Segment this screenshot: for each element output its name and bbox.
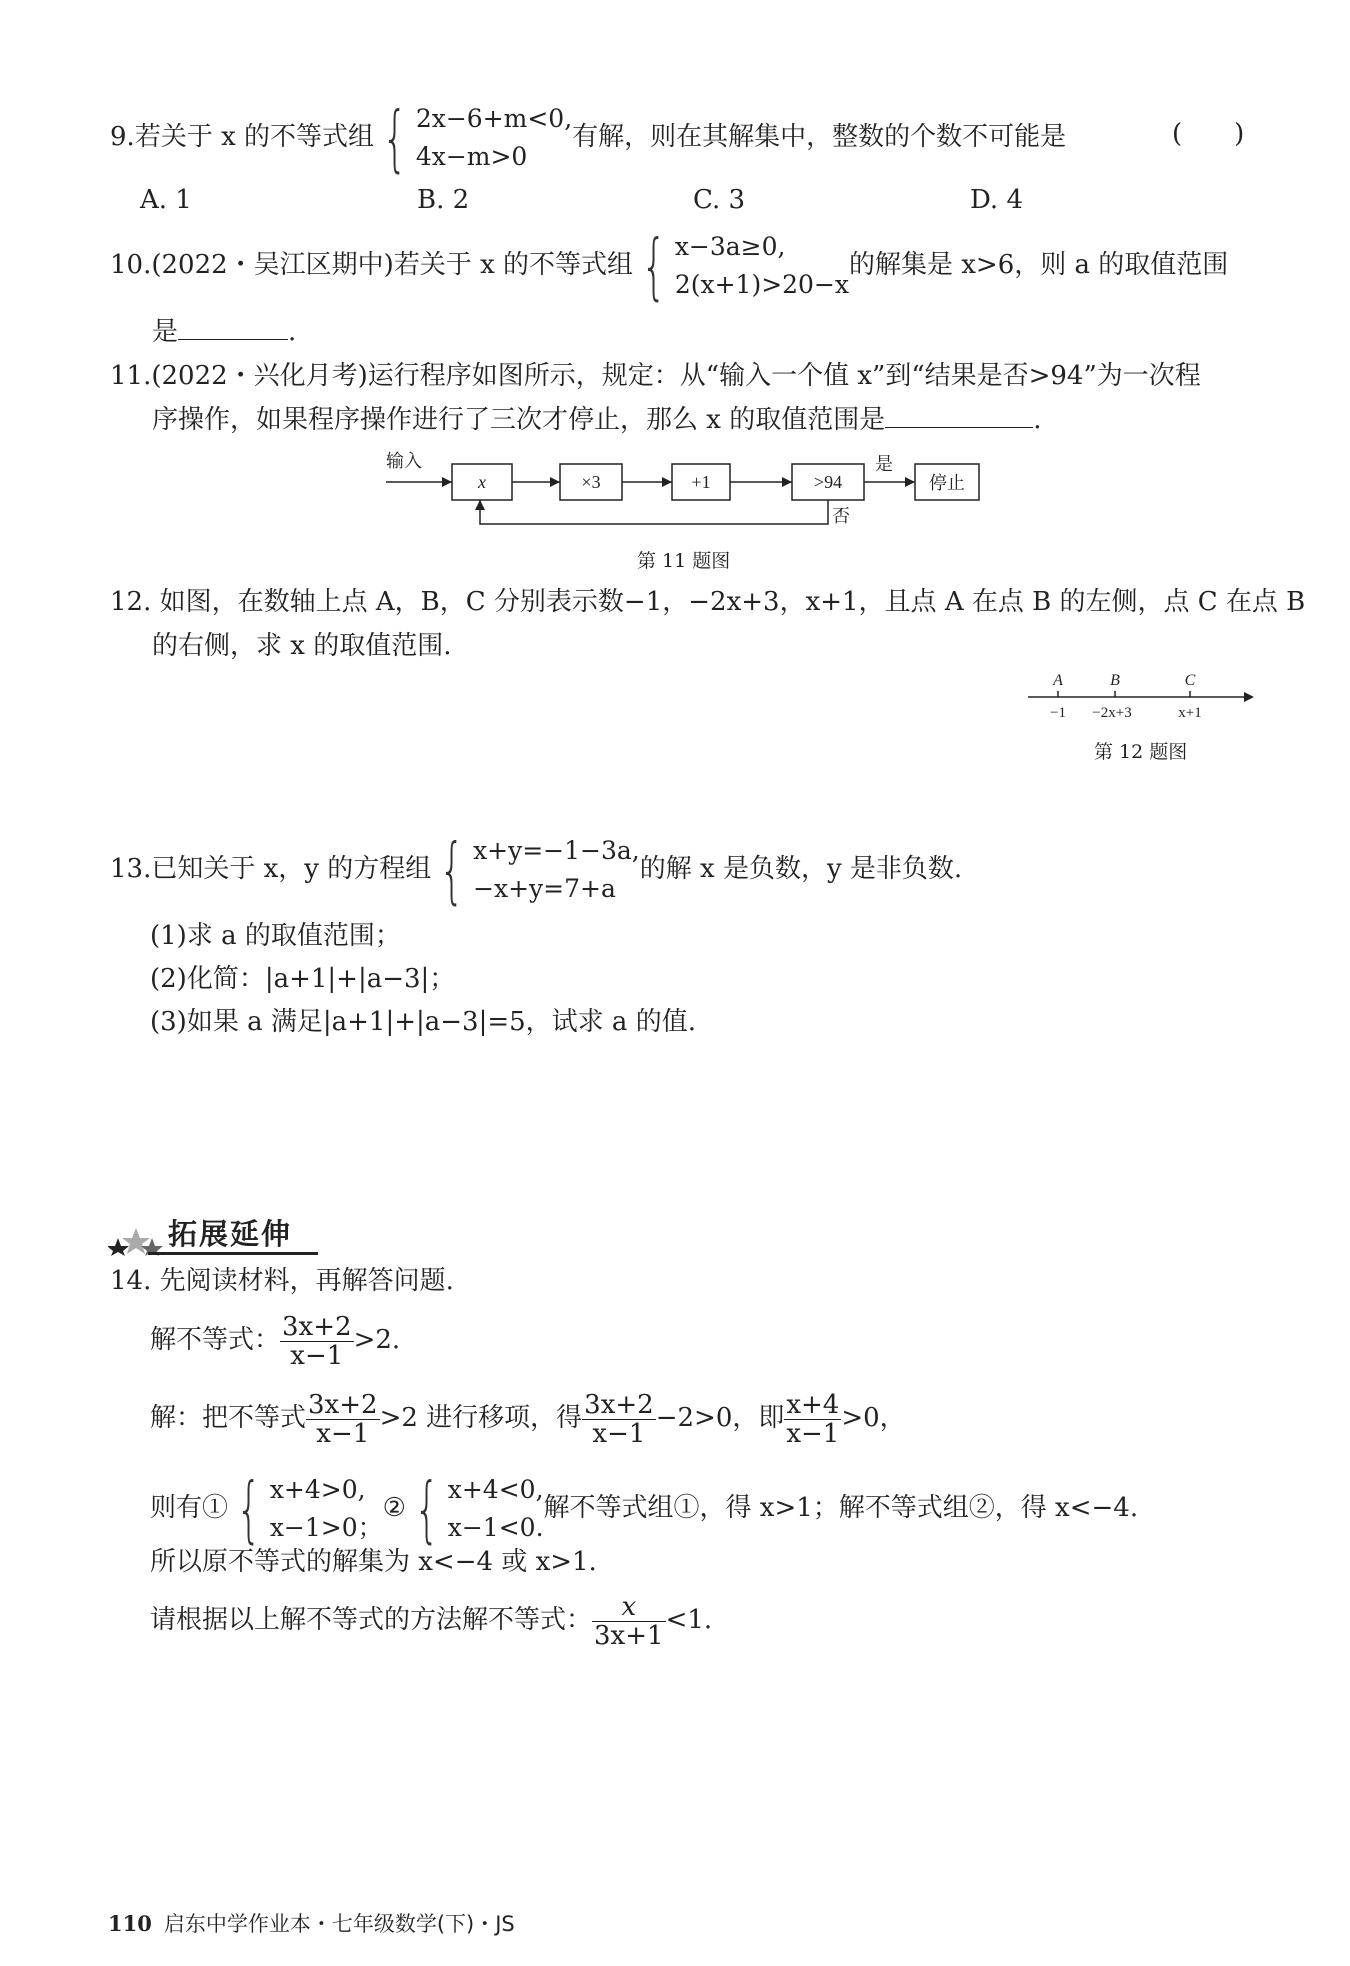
q11-line1: 11.(2022・兴化月考)运行程序如图所示，规定：从“输入一个值 x”到“结果是否>94”为一次程 <box>110 361 1201 391</box>
q14-line2 <box>150 1310 400 1370</box>
q14-l3-mid1: >2 进行移项，得 <box>379 1403 583 1433</box>
flow-loop-back <box>480 500 828 524</box>
q13-number: 13. <box>110 854 152 884</box>
q11-line2-text: 序操作，如果程序操作进行了三次才停止，那么 x 的取值范围是 <box>152 405 886 435</box>
flow-yes-label: 是 <box>875 454 893 474</box>
q10-answer-blank[interactable] <box>178 339 288 340</box>
q10-line <box>110 224 1229 308</box>
point-a-label: A <box>1053 672 1063 689</box>
point-a-value: −1 <box>1050 705 1066 721</box>
point-b-value: −2x+3 <box>1092 705 1132 721</box>
q13-part2: (2)化简：|a+1|+|a−3|； <box>150 964 456 994</box>
q14-sys2-row2: x−1<0. <box>447 1513 544 1542</box>
flow-no-label: 否 <box>832 506 850 526</box>
q14-l3-mid2: −2>0，即 <box>655 1403 785 1433</box>
q14-fraction-4 <box>784 1391 841 1448</box>
q10-stem-pre: (2022・吴江区期中)若关于 x 的不等式组 <box>151 250 634 280</box>
footer <box>108 1908 515 1938</box>
section-header <box>108 1212 313 1256</box>
q14-line4 <box>150 1467 1139 1551</box>
q10-line2-text: 是 <box>152 317 179 347</box>
q14-f2b-den: x−1 <box>592 1418 646 1449</box>
q14-sys2-row1: x+4<0, <box>447 1475 544 1504</box>
q11-flowchart <box>380 442 1000 542</box>
q13-sys-row1: x+y=−1−3a, <box>473 836 640 865</box>
q14-f1-num: 3x+2 <box>282 1311 352 1342</box>
q14-l6-post: <1. <box>665 1605 713 1635</box>
page-number: 110 <box>108 1911 152 1936</box>
q14-line1: 14. 先阅读材料，再解答问题. <box>110 1266 454 1296</box>
q14-l2-pre: 解不等式： <box>150 1325 281 1355</box>
q14-line5: 所以原不等式的解集为 x<−4 或 x>1. <box>150 1547 597 1577</box>
q9-paren: ( ) <box>1172 119 1245 149</box>
q14-f3-num: x <box>592 1593 666 1622</box>
q14-system-1: { x+4>0, x−1>0； <box>236 1467 383 1551</box>
q14-l6-pre: 请根据以上解不等式的方法解不等式： <box>150 1605 593 1635</box>
q14-f2a-num: 3x+2 <box>308 1389 378 1420</box>
q14-l3-post: >0， <box>841 1403 906 1433</box>
q12-number-line <box>1020 665 1260 735</box>
q14-l3-pre: 解：把不等式 <box>150 1403 307 1433</box>
point-c-value: x+1 <box>1178 705 1202 721</box>
q14-l4-post: 解不等式组①，得 x>1；解不等式组②，得 x<−4. <box>543 1493 1139 1523</box>
q14-line3 <box>150 1388 906 1448</box>
q9-stem-post: 有解，则在其解集中，整数的个数不可能是 <box>572 122 1067 152</box>
q13-part3: (3)如果 a 满足|a+1|+|a−3|=5，试求 a 的值. <box>150 1007 696 1037</box>
q10-sys-row1: x−3a≥0, <box>674 232 786 261</box>
q14-line6 <box>150 1590 712 1650</box>
q14-l4-pre: 则有① <box>150 1493 229 1523</box>
q9-sys-row1: 2x−6+m<0, <box>415 104 573 133</box>
flow-input-label: 输入 <box>386 451 422 471</box>
q14-sys1-row2: x−1>0； <box>269 1513 383 1542</box>
q13-sys-row2: −x+y=7+a <box>473 874 616 903</box>
q9-stem-pre: 若关于 x 的不等式组 <box>134 122 375 152</box>
section-underline <box>148 1252 318 1255</box>
q9-option-d: D. 4 <box>970 185 1023 215</box>
q13-part1: (1)求 a 的取值范围； <box>150 921 401 951</box>
book-title: 启东中学作业本・七年级数学(下)・JS <box>163 1912 515 1936</box>
q14-fraction-2 <box>306 1391 380 1448</box>
q14-f2b-num: 3x+2 <box>584 1389 654 1420</box>
q14-fraction-3 <box>582 1391 656 1448</box>
q11-caption: 第 11 题图 <box>637 550 731 572</box>
q9-option-a: A. 1 <box>140 185 192 215</box>
q10-system: { x−3a≥0, 2(x+1)>20−x <box>641 224 849 308</box>
q14-l2-post: >2. <box>353 1325 401 1355</box>
q10-line2: 是 . <box>152 317 297 347</box>
q14-fraction-1 <box>280 1313 354 1370</box>
q10-number: 10. <box>110 250 152 280</box>
flow-box-plus1-text: +1 <box>691 472 711 492</box>
q13-stem-post: 的解 x 是负数，y 是非负数. <box>639 854 963 884</box>
axis-arrow <box>1244 692 1254 702</box>
point-c-label: C <box>1184 672 1196 689</box>
flow-box-times3-text: ×3 <box>581 472 601 492</box>
q9-system: { 2x−6+m<0, 4x−m>0 <box>382 96 573 180</box>
q9-sys-row2: 4x−m>0 <box>415 142 528 171</box>
q9-option-b: B. 2 <box>417 185 470 215</box>
flow-box-x-text: x <box>478 472 486 492</box>
flow-box-stop-text: 停止 <box>929 473 965 493</box>
q11-answer-blank[interactable] <box>885 427 1033 428</box>
q14-f2-den: x−1 <box>786 1418 840 1449</box>
q14-f2a-den: x−1 <box>316 1418 370 1449</box>
q13-line <box>110 828 963 912</box>
q9-line <box>110 96 1067 180</box>
q14-f2-num: x+4 <box>786 1389 840 1420</box>
q13-stem-pre: 已知关于 x，y 的方程组 <box>151 854 432 884</box>
q12-line2: 的右侧，求 x 的取值范围. <box>152 631 452 661</box>
q14-system-2: { x+4<0, x−1<0. <box>414 1467 544 1551</box>
q10-stem-post: 的解集是 x>6，则 a 的取值范围 <box>849 250 1229 280</box>
q11-line2: 序操作，如果程序操作进行了三次才停止，那么 x 的取值范围是 . <box>152 405 1042 435</box>
q9-number: 9. <box>110 122 135 152</box>
flow-box-gt94-text: >94 <box>813 472 843 492</box>
point-b-label: B <box>1110 672 1120 689</box>
q14-sys1-row1: x+4>0, <box>269 1475 366 1504</box>
section-title: 拓展延伸 <box>168 1217 293 1251</box>
q12-line1: 12. 如图，在数轴上点 A，B，C 分别表示数−1，−2x+3，x+1，且点 A 在点 B 的左侧，点 C 在点 B <box>110 587 1306 617</box>
q10-sys-row2: 2(x+1)>20−x <box>674 270 849 299</box>
q9-option-c: C. 3 <box>693 185 746 215</box>
q13-system: { x+y=−1−3a, −x+y=7+a <box>439 828 640 912</box>
q14-f3-den: 3x+1 <box>594 1620 664 1651</box>
q12-caption: 第 12 题图 <box>1094 741 1188 763</box>
q14-f1-den: x−1 <box>290 1340 344 1371</box>
q14-fraction-5 <box>592 1593 666 1650</box>
q14-l4-mid: ② <box>382 1493 406 1523</box>
